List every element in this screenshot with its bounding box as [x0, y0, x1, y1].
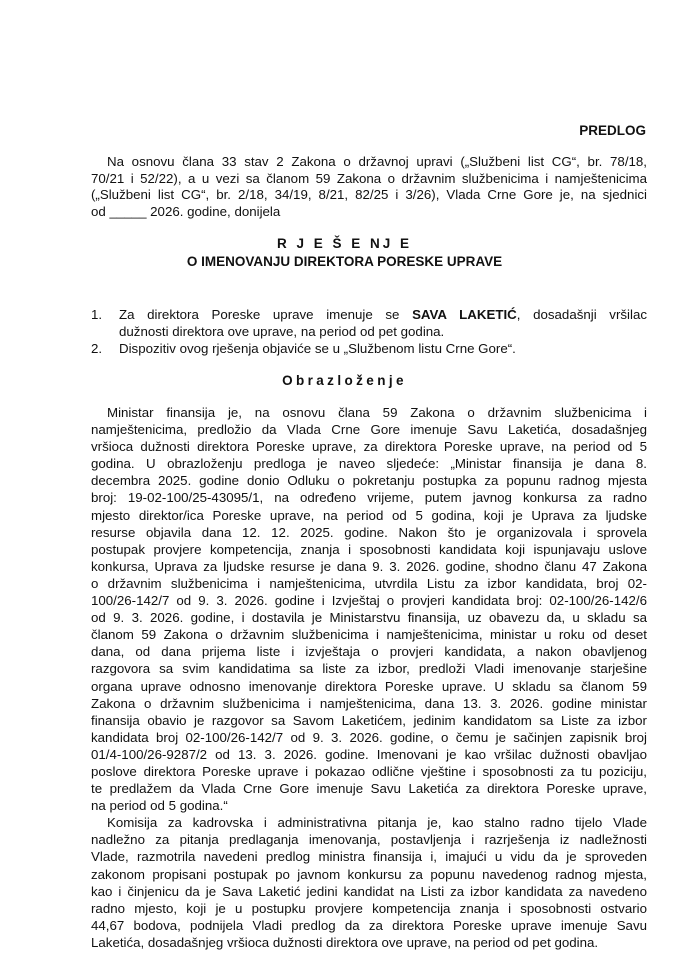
text-line: mjesto direktor/ica Poreske uprave, na period od 5 godina, koji je Uprava za ljudske — [91, 507, 647, 523]
text-line: kao i činjenicu da je Sava Laketić jedini kandidat na Listi za izbor kandidata za navedeno — [91, 883, 647, 899]
text-line: članom 59 Zakona o državnim službenicima i namještenicima, ministar u roku od deset — [91, 627, 647, 643]
text-line: godina. U obrazloženju predloga je naveo sljedeće: „Ministar finansija je dana 8. — [91, 456, 647, 472]
text-line: Komisija za kadrovska i administrativna pitanja je, kao stalno radno tijelo Vlade — [107, 815, 647, 831]
text-line: razgovora sa svim kandidatima sa liste za izbor, predloži Vladi imenovanje starješine — [91, 661, 647, 677]
decision-list — [91, 307, 647, 358]
list-number: 1. — [91, 307, 103, 322]
explanation-paragraph — [91, 814, 647, 951]
preamble-paragraph — [91, 154, 647, 221]
text-line: postupak provjere kompetencija, znanja i sposobnosti kandidata koji ispunjavaju uslove — [91, 541, 647, 557]
text-line: Laketića, dosadašnjeg vršioca dužnosti direktora ove uprave, na period od pet godina. — [91, 934, 599, 950]
text-line: („Službeni list CG“, br. 2/18, 34/19, 8/21, 82/25 i 3/26), Vlada Crne Gore je, na sjednici — [91, 187, 647, 203]
text-line: Na osnovu člana 33 stav 2 Zakona o državnoj upravi („Službeni list CG“, br. 78/18, — [107, 154, 647, 169]
text-part: Za direktora Poreske uprave imenuje se — [119, 307, 413, 322]
list-item-text: Dispozitiv ovog rješenja objaviće se u „Službenom listu Crne Gore“. — [119, 340, 516, 356]
text-line: poslove direktora Poreske uprave i pokazao odlične vještine i sposobnosti za tu poziciju, — [91, 763, 647, 779]
text-line: kandidata broj 02-100/26-142/7 od 9. 3. 2026. godine, o čemu je sačinjen zapisnik broj — [91, 729, 647, 745]
text-line: zakonom propisani postupak po javnom konkursu za popunu navedenog radnog mjesta, — [91, 866, 647, 882]
text-line: nadležno za pitanja predlaganja imenovanja, postavljenja i razrješenja iz nadležnosti — [91, 832, 647, 848]
text-line: Vlade, razmotrila navedeni predlog ministra finansija i, imajući u vidu da je sproveden — [91, 849, 647, 865]
text-line: resurse objavila dana 12. 12. 2025. godine. Nakon što je organizovala i sprovela — [91, 524, 647, 540]
list-item — [91, 307, 647, 341]
text-line: namještenicima, predložio da Vlada Crne Gore imenuje Savu Laketića, dosadašnjeg — [91, 422, 647, 438]
list-item-text: dužnosti direktora ove uprave, na period od pet godina. — [119, 323, 445, 339]
text-line: 01/4-100/26-9287/2 od 13. 3. 2026. godine. Imenovani je kao vršilac dužnosti obavljao — [91, 746, 647, 762]
text-line: Zakona o državnim službenicima i namještenicima, dana 13. 3. 2026. godine ministar — [91, 695, 647, 711]
text-line: konkursa, Uprava za ljudske resurse je dana 9. 3. 2026. godine, shodno članu 47 Zakona — [91, 558, 647, 574]
text-line: vršioca dužnosti direktora Poreske uprave, za direktora Poreske uprave, na period od 5 — [91, 439, 647, 455]
text-line: o državnim službenicima i namještenicima, utvrdila Listu za izbor kandidata, broj 02- — [91, 575, 647, 591]
text-line: na period od 5 godina.“ — [91, 798, 228, 814]
text-line: Ministar finansija je, na osnovu člana 59 Zakona o državnim službenicima i — [107, 405, 647, 420]
explanation-paragraph — [91, 404, 647, 814]
text-line: 44,67 bodova, podnijela Vladi predlog da za direktora Poreske uprave imenuje Savu — [91, 917, 647, 933]
list-item-text — [119, 307, 647, 324]
text-line: radno mjesto, koji je u postupku provjere kompetencija znanja i sposobnosti ostvario — [91, 900, 647, 916]
text-line: od _____ 2026. godine, donijela — [91, 204, 281, 220]
text-line: od 9. 3. 2026. godine, i dostavila je Ministarstvu finansija, uz obavezu da, u skladu sa — [91, 610, 647, 626]
text-line: 100/26-142/7 od 9. 3. 2026. godine i Izvještaj o provjeri kandidata broj: 02-100/26-142/6 — [91, 593, 647, 609]
explanation-body — [91, 404, 647, 951]
proposal-label: PREDLOG — [579, 123, 646, 138]
list-number: 2. — [91, 340, 103, 356]
text-line: 70/21 i 52/22), a u vezi sa članom 59 Zakona o državnim službenicima i namještenicima — [91, 170, 647, 186]
explanation-title: Obrazloženje — [282, 373, 407, 388]
text-part: , dosadašnji vršilac — [516, 307, 647, 322]
appointee-name: SAVA LAKETIĆ — [412, 307, 517, 322]
document-subtitle: O IMENOVANJU DIREKTORA PORESKE UPRAVE — [186, 254, 503, 269]
text-line: decembra 2025. godine donio Odluku o pokretanju postupka za popunu radnog mjesta — [91, 473, 647, 489]
text-line: te predlažem da Vlada Crne Gore imenuje Savu Laketića za direktora Poreske uprave, — [91, 781, 647, 797]
document-title: R J E Š E NJ E — [276, 236, 413, 251]
list-item — [91, 341, 647, 358]
text-line: finansija obavio je razgovor sa Savom Laketićem, jedinim kandidatom sa Liste za izbor — [91, 712, 647, 728]
text-line: organa uprave odnosno imenovanje direktora Poreske uprave. U skladu sa članom 59 — [91, 678, 647, 694]
text-line: dana, od dana prijema liste i izvještaja o provjeri kandidata, a nakon obavljenog — [91, 644, 647, 660]
text-line: broj: 19-02-100/25-43095/1, na određeno vrijeme, putem javnog konkursa za radno — [91, 490, 647, 506]
